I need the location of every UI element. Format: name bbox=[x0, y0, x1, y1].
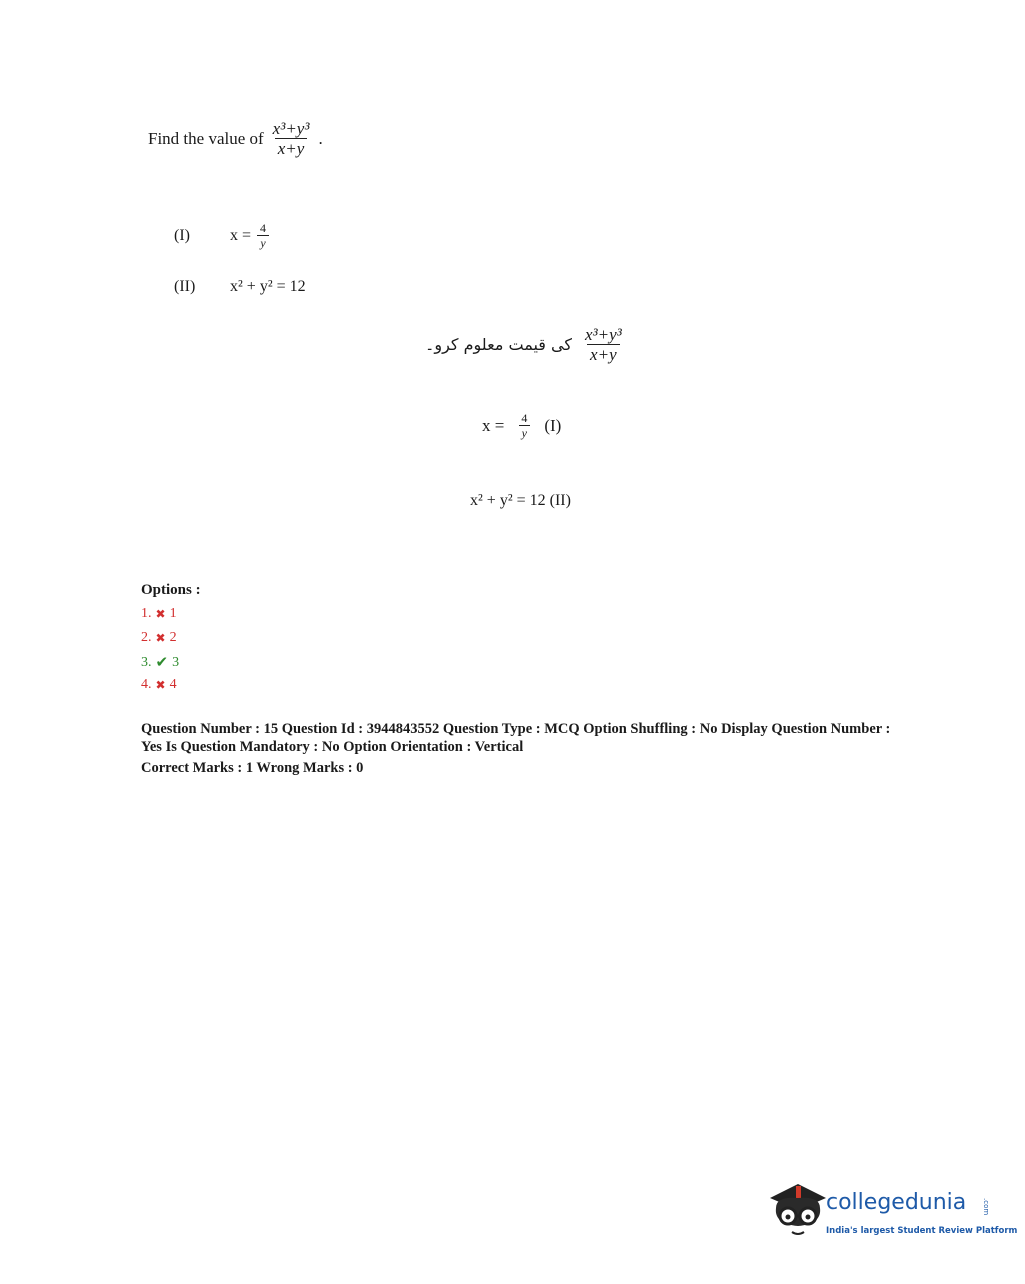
logo-wordmark: collegedunia bbox=[826, 1190, 967, 1215]
cross-icon: ✖ bbox=[155, 630, 166, 645]
question-fraction bbox=[270, 120, 313, 158]
option-value: 3 bbox=[172, 654, 180, 670]
statement-1 bbox=[174, 222, 269, 249]
question-suffix: . bbox=[318, 128, 323, 148]
statement-2 bbox=[174, 278, 306, 296]
urdu-question bbox=[425, 326, 625, 364]
statement-2-expr: x² + y² = 12 bbox=[230, 278, 306, 295]
statement-1-numerator: 4 bbox=[260, 221, 267, 235]
urdu-statement-1 bbox=[482, 412, 561, 439]
option-value: 4 bbox=[169, 677, 177, 692]
option-number: 3. bbox=[141, 654, 152, 670]
statement-1-roman: (I) bbox=[174, 226, 190, 244]
option-2 bbox=[141, 630, 177, 646]
urdu-question-text: کی قیمت معلوم کرو۔ bbox=[425, 335, 572, 355]
urdu-statement-1-denominator: y bbox=[519, 425, 530, 440]
cross-icon: ✖ bbox=[155, 606, 166, 621]
cross-icon: ✖ bbox=[155, 677, 166, 692]
fraction-numerator: x³+y³ bbox=[272, 119, 310, 138]
option-number: 2. bbox=[141, 630, 152, 645]
logo-com: .com bbox=[982, 1198, 990, 1216]
option-1 bbox=[141, 606, 177, 622]
check-icon: ✔ bbox=[155, 655, 169, 671]
option-value: 2 bbox=[169, 630, 177, 645]
logo-tagline: India's largest Student Review Platform bbox=[826, 1226, 1018, 1236]
urdu-statement-1-lhs: x = bbox=[482, 415, 505, 435]
question-prefix: Find the value of bbox=[148, 128, 264, 148]
fraction-denominator: x+y bbox=[275, 138, 308, 158]
urdu-statement-1-numerator: 4 bbox=[521, 411, 528, 425]
option-value: 1 bbox=[169, 606, 177, 621]
option-number: 1. bbox=[141, 606, 152, 621]
options-heading: Options : bbox=[141, 582, 201, 598]
statement-1-denominator: y bbox=[257, 235, 268, 250]
urdu-statement-1-roman: (I) bbox=[544, 415, 562, 435]
option-number: 4. bbox=[141, 677, 152, 692]
question-text bbox=[148, 120, 323, 158]
option-4 bbox=[141, 677, 177, 693]
option-3 bbox=[141, 653, 179, 672]
urdu-question-fraction bbox=[582, 326, 625, 364]
question-meta: Question Number : 15 Question Id : 3944843552 Question Type : MCQ Option Shuffling : No Display Question Number : Yes Is Question Mandatory : No Option Orientation : Vertical bbox=[141, 721, 891, 755]
statement-2-roman: (II) bbox=[174, 278, 196, 295]
urdu-fraction-denominator: x+y bbox=[587, 344, 620, 364]
urdu-fraction-numerator: x³+y³ bbox=[584, 325, 622, 344]
statement-1-fraction bbox=[257, 222, 269, 249]
statement-1-lhs: x = bbox=[230, 226, 252, 244]
urdu-statement-1-fraction bbox=[518, 412, 530, 439]
question-marks: Correct Marks : 1 Wrong Marks : 0 bbox=[141, 760, 364, 776]
urdu-statement-2: x² + y² = 12 (II) bbox=[470, 492, 571, 509]
